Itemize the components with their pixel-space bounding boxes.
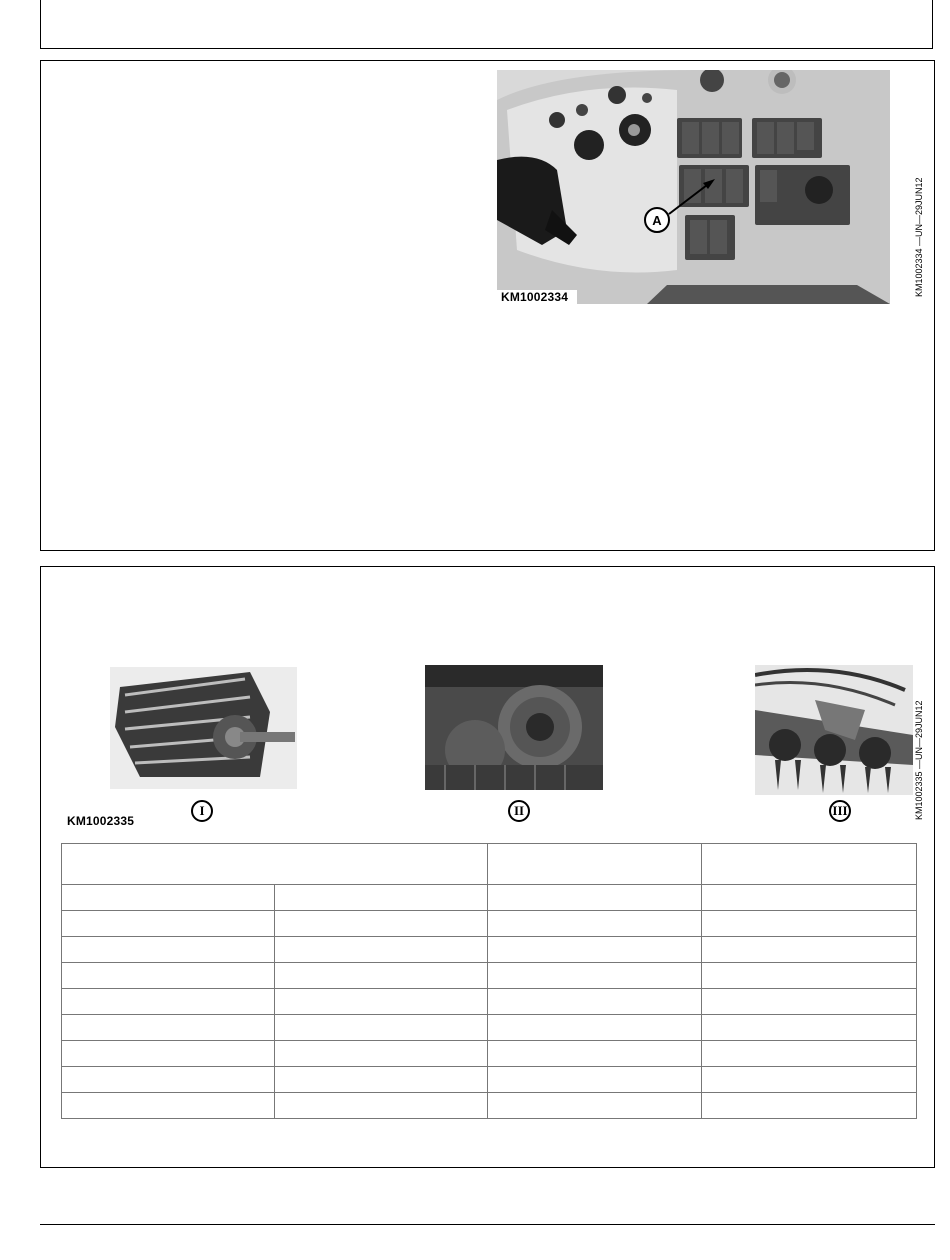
spec-table (61, 843, 917, 1119)
table-cell (702, 911, 917, 937)
table-cell (62, 989, 275, 1015)
callout-a: A (652, 213, 662, 228)
table-cell (275, 1067, 488, 1093)
table-cell (488, 1015, 702, 1041)
table-cell (275, 885, 488, 911)
feed-roll-photo-1 (110, 667, 297, 789)
figure-side-label-feed-rolls: KM1002335 —UN—29JUN12 (914, 700, 924, 820)
feed-roll-photo-3 (755, 665, 913, 795)
table-cell (62, 885, 275, 911)
roman-label-1: I (191, 800, 213, 822)
table-cell (702, 885, 917, 911)
figure-id-control-panel: KM1002334 (501, 290, 569, 304)
table-cell (702, 937, 917, 963)
table-cell (702, 963, 917, 989)
table-cell (62, 1015, 275, 1041)
table-cell (488, 1067, 702, 1093)
table-cell (702, 1041, 917, 1067)
table-header-cell (702, 844, 917, 885)
table-row (62, 1015, 917, 1041)
table-cell (275, 1093, 488, 1119)
table-cell (702, 1093, 917, 1119)
feed-roll-photo-2 (425, 665, 603, 790)
table-cell (62, 1041, 275, 1067)
table-cell (62, 1067, 275, 1093)
table-cell (275, 1015, 488, 1041)
table-cell (275, 963, 488, 989)
roman-label-3: III (829, 800, 851, 822)
table-cell (488, 937, 702, 963)
table-cell (275, 937, 488, 963)
table-row (62, 885, 917, 911)
table-row (62, 911, 917, 937)
table-row (62, 989, 917, 1015)
table-cell (488, 989, 702, 1015)
table-header-cell (62, 844, 488, 885)
table-header-cell (488, 844, 702, 885)
footer-rule (40, 1224, 935, 1225)
table-cell (702, 1067, 917, 1093)
table-row (62, 1041, 917, 1067)
table-cell (62, 963, 275, 989)
table-cell (488, 963, 702, 989)
table-cell (488, 885, 702, 911)
table-row (62, 937, 917, 963)
roman-label-2: II (508, 800, 530, 822)
figure-id-feed-rolls: KM1002335 (67, 814, 135, 828)
table-cell (702, 989, 917, 1015)
table-row (62, 963, 917, 989)
table-cell (488, 911, 702, 937)
table-cell (62, 937, 275, 963)
table-cell (275, 989, 488, 1015)
top-section-frame (40, 0, 933, 49)
table-cell (488, 1041, 702, 1067)
table-row (62, 1093, 917, 1119)
table-cell (275, 1041, 488, 1067)
table-cell (275, 911, 488, 937)
control-panel-photo (497, 70, 890, 304)
table-cell (488, 1093, 702, 1119)
table-cell (62, 911, 275, 937)
table-cell (62, 1093, 275, 1119)
table-header-row (62, 844, 917, 885)
figure-side-label-control-panel: KM1002334 —UN—29JUN12 (914, 177, 924, 297)
table-cell (702, 1015, 917, 1041)
table-row (62, 1067, 917, 1093)
